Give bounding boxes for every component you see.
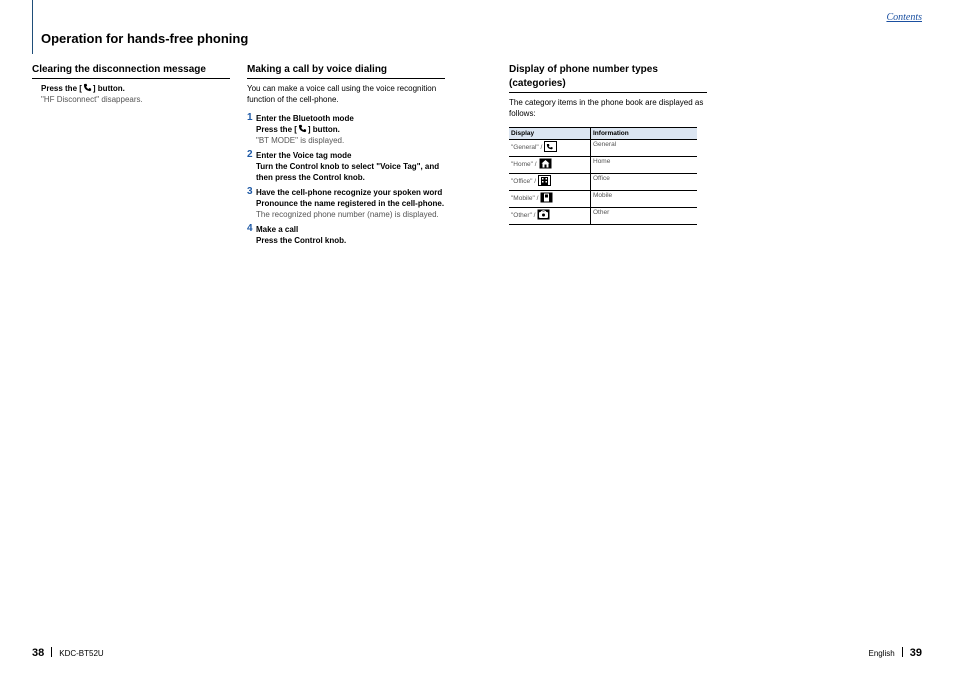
phone-icon: [83, 83, 92, 92]
table-row: [509, 191, 697, 208]
instruction: [32, 83, 230, 94]
display-cell: [509, 140, 591, 157]
model-name: KDC-BT52U: [59, 649, 104, 658]
display-label: "Mobile" /: [511, 195, 539, 202]
column-header-information: Information: [591, 128, 698, 140]
section-voice-dialing: [247, 63, 445, 246]
step-title: Enter the Bluetooth mode: [256, 114, 354, 123]
section-phone-types: [509, 63, 707, 225]
info-cell: Mobile: [591, 191, 698, 208]
step-title: Have the cell-phone recognize your spoken word: [256, 188, 443, 197]
table-header-row: [509, 128, 697, 140]
info-cell: Home: [591, 157, 698, 174]
section-title: Making a call by voice dialing: [247, 63, 445, 79]
display-label: "Office" /: [511, 178, 537, 185]
table-row: [509, 140, 697, 157]
header-rule: [32, 0, 33, 54]
step-number: 4: [247, 223, 253, 234]
step-number: 1: [247, 112, 253, 123]
other-icon: [537, 209, 550, 220]
language-label: English: [868, 649, 895, 658]
column-header-display: Display: [509, 128, 591, 140]
display-label: "Other" /: [511, 212, 536, 219]
table-row: [509, 208, 697, 225]
step-action-pre: Press the [: [256, 125, 297, 134]
step-number: 3: [247, 186, 253, 197]
footer-left: [32, 647, 104, 659]
step-note: The recognized phone number (name) is displayed.: [256, 210, 439, 219]
page-number-left: 38: [32, 647, 45, 659]
info-cell: Office: [591, 174, 698, 191]
footer-right: [869, 647, 923, 659]
step-title: Enter the Voice tag mode: [256, 151, 352, 160]
info-cell: Other: [591, 208, 698, 225]
office-icon: [538, 175, 551, 186]
info-cell: General: [591, 140, 698, 157]
phone-icon: [298, 124, 307, 133]
step-action: Pronounce the name registered in the cell-phone.: [256, 199, 445, 208]
table-row: [509, 174, 697, 191]
step-note: "BT MODE" is displayed.: [256, 136, 345, 145]
home-icon: [539, 158, 552, 169]
instruction-post: ] button.: [92, 84, 125, 93]
section-clearing-message: [32, 63, 230, 105]
display-cell: [509, 191, 591, 208]
table-row: [509, 157, 697, 174]
display-label: "Home" /: [511, 161, 537, 168]
section-title: Display of phone number types (categories): [509, 63, 707, 93]
step-4: [247, 224, 445, 246]
category-table: [509, 127, 697, 225]
step-title: Make a call: [256, 225, 299, 234]
intro-text: You can make a voice call using the voice recognition function of the cell-phone.: [247, 84, 437, 104]
step-1: [247, 113, 445, 146]
step-action-post: ] button.: [307, 125, 340, 134]
mobile-icon: [540, 192, 553, 203]
step-2: [247, 150, 445, 183]
page-number-right: 39: [909, 647, 922, 659]
step-action: Press the Control knob.: [256, 236, 347, 245]
step-action: [256, 124, 445, 135]
intro-text: The category items in the phone book are displayed as follows:: [509, 98, 704, 118]
section-title: Clearing the disconnection message: [32, 63, 230, 79]
display-cell: [509, 174, 591, 191]
instruction-pre: Press the [: [41, 84, 82, 93]
step-number: 2: [247, 149, 253, 160]
general-icon: [544, 141, 557, 152]
step-3: [247, 187, 445, 220]
display-label: "General" /: [511, 144, 543, 151]
page-title: Operation for hands-free phoning: [41, 31, 249, 46]
footer-separator: [902, 647, 903, 657]
display-cell: [509, 208, 591, 225]
contents-link[interactable]: Contents: [886, 12, 922, 23]
display-cell: [509, 157, 591, 174]
footer-separator: [51, 647, 52, 657]
result-text: "HF Disconnect" disappears.: [41, 95, 143, 104]
step-action: Turn the Control knob to select "Voice Tag", and then press the Control knob.: [256, 162, 440, 182]
